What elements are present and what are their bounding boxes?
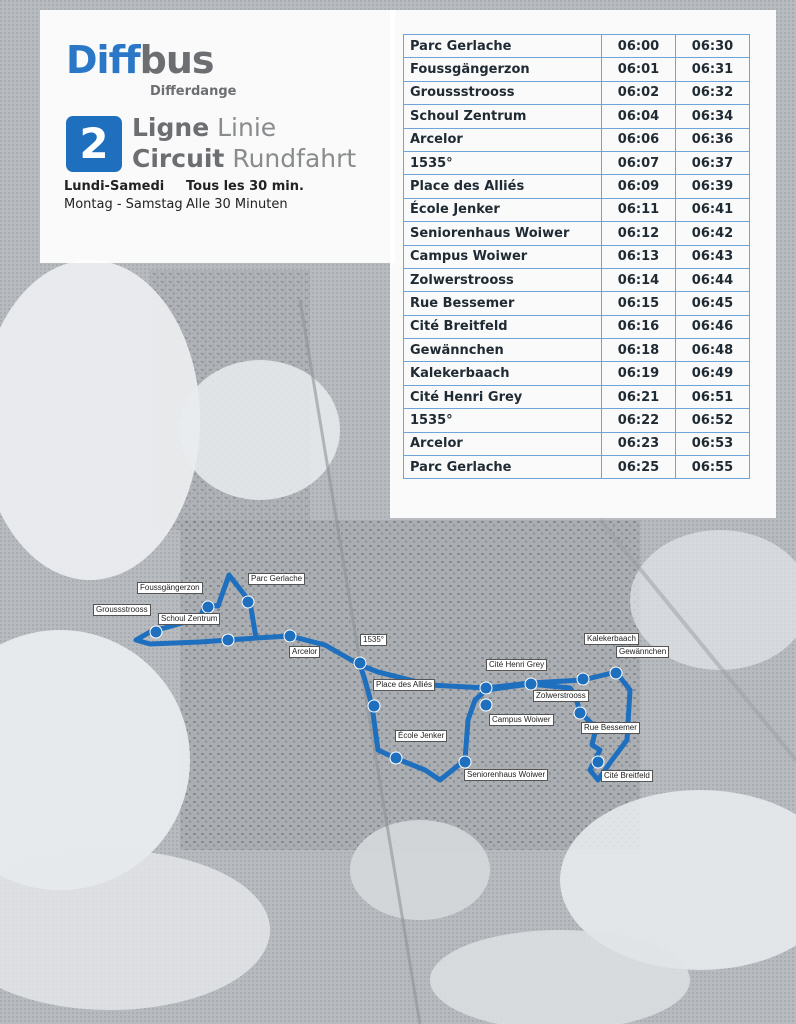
timetable-row bbox=[404, 222, 750, 245]
timetable-departure-2: 06:32 bbox=[676, 81, 750, 104]
line-label-de: Linie bbox=[217, 113, 277, 142]
timetable-stop-name: Campus Woiwer bbox=[404, 245, 602, 268]
stop-marker-breitfeld[interactable] bbox=[592, 756, 604, 768]
map-label-bessemer: Rue Bessemer bbox=[581, 722, 640, 734]
logo-subtitle: Differdange bbox=[150, 84, 237, 99]
timetable-stop-name: Seniorenhaus Woiwer bbox=[404, 222, 602, 245]
line-label-fr: Ligne bbox=[132, 113, 210, 142]
timetable-departure-1: 06:06 bbox=[602, 128, 676, 151]
stop-marker-parc-gerlache[interactable] bbox=[242, 596, 254, 608]
map-label-arcelor: Arcelor bbox=[289, 646, 320, 658]
timetable-departure-2: 06:37 bbox=[676, 151, 750, 174]
timetable-row bbox=[404, 292, 750, 315]
stop-marker-schoul-zentrum[interactable] bbox=[222, 634, 234, 646]
header-panel bbox=[40, 10, 395, 263]
map-label-schoul-zentrum: Schoul Zentrum bbox=[158, 613, 220, 625]
stop-marker-arcelor[interactable] bbox=[284, 630, 296, 642]
stop-marker-groussstrooss[interactable] bbox=[150, 626, 162, 638]
timetable-stop-name: Groussstrooss bbox=[404, 81, 602, 104]
timetable-stop-name: Parc Gerlache bbox=[404, 35, 602, 58]
timetable-departure-2: 06:44 bbox=[676, 268, 750, 291]
timetable-departure-2: 06:53 bbox=[676, 432, 750, 455]
timetable-departure-2: 06:34 bbox=[676, 105, 750, 128]
map-label-campus: Campus Woiwer bbox=[489, 714, 554, 726]
timetable-departure-1: 06:16 bbox=[602, 315, 676, 338]
stop-marker-1535[interactable] bbox=[354, 657, 366, 669]
timetable-departure-1: 06:11 bbox=[602, 198, 676, 221]
stop-marker-ecole-jenker[interactable] bbox=[390, 752, 402, 764]
timetable-departure-1: 06:14 bbox=[602, 268, 676, 291]
timetable-stop-name: Place des Alliés bbox=[404, 175, 602, 198]
timetable-row bbox=[404, 198, 750, 221]
timetable-departure-2: 06:49 bbox=[676, 362, 750, 385]
timetable-row bbox=[404, 362, 750, 385]
timetable-departure-1: 06:15 bbox=[602, 292, 676, 315]
timetable-stop-name: Foussgängerzon bbox=[404, 58, 602, 81]
line-title bbox=[132, 112, 356, 174]
stop-marker-seniorenhaus[interactable] bbox=[459, 756, 471, 768]
stop-marker-zolwer[interactable] bbox=[525, 678, 537, 690]
timetable-departure-1: 06:13 bbox=[602, 245, 676, 268]
stop-marker-kalekerbaach[interactable] bbox=[577, 673, 589, 685]
timetable-stop-name: Arcelor bbox=[404, 432, 602, 455]
line-type-de: Rundfahrt bbox=[232, 144, 357, 173]
timetable-stop-name: 1535° bbox=[404, 409, 602, 432]
timetable-row bbox=[404, 105, 750, 128]
stop-marker-campus[interactable] bbox=[480, 699, 492, 711]
timetable-departure-1: 06:01 bbox=[602, 58, 676, 81]
timetable-row bbox=[404, 35, 750, 58]
timetable-stop-name: École Jenker bbox=[404, 198, 602, 221]
timetable-row bbox=[404, 175, 750, 198]
timetable-row bbox=[404, 128, 750, 151]
logo-wordmark bbox=[66, 38, 214, 82]
timetable-stop-name: Rue Bessemer bbox=[404, 292, 602, 315]
map-label-ecole-jenker: École Jenker bbox=[395, 730, 447, 742]
timetable-row bbox=[404, 315, 750, 338]
service-frequency-fr: Tous les 30 min. bbox=[186, 179, 304, 194]
timetable-departure-2: 06:48 bbox=[676, 339, 750, 362]
map-label-henri-grey: Cité Henri Grey bbox=[486, 659, 547, 671]
timetable-stop-name: Zolwerstrooss bbox=[404, 268, 602, 291]
timetable-departure-1: 06:02 bbox=[602, 81, 676, 104]
timetable-departure-1: 06:09 bbox=[602, 175, 676, 198]
timetable-departure-2: 06:31 bbox=[676, 58, 750, 81]
map-label-place-allies: Place des Alliés bbox=[373, 679, 435, 691]
timetable-departure-1: 06:18 bbox=[602, 339, 676, 362]
map-label-groussstrooss: Groussstrooss bbox=[93, 604, 151, 616]
timetable-stop-name: Arcelor bbox=[404, 128, 602, 151]
timetable-departure-1: 06:04 bbox=[602, 105, 676, 128]
timetable-stop-name: Cité Henri Grey bbox=[404, 385, 602, 408]
timetable-stop-name: Gewännchen bbox=[404, 339, 602, 362]
timetable-stop-name: 1535° bbox=[404, 151, 602, 174]
service-frequency bbox=[186, 178, 304, 214]
map-label-1535: 1535° bbox=[360, 634, 387, 646]
map-label-seniorenhaus: Seniorenhaus Woiwer bbox=[464, 769, 548, 781]
timetable-stop-name: Kalekerbaach bbox=[404, 362, 602, 385]
map-label-zolwer: Zolwerstrooss bbox=[533, 690, 589, 702]
timetable-stop-name: Parc Gerlache bbox=[404, 456, 602, 479]
map-label-parc-gerlache: Parc Gerlache bbox=[248, 573, 305, 585]
timetable-row bbox=[404, 432, 750, 455]
map-label-breitfeld: Cité Breitfeld bbox=[601, 770, 653, 782]
timetable-row bbox=[404, 245, 750, 268]
timetable-departure-1: 06:23 bbox=[602, 432, 676, 455]
timetable-departure-2: 06:55 bbox=[676, 456, 750, 479]
timetable-departure-2: 06:51 bbox=[676, 385, 750, 408]
logo-diff: Diff bbox=[66, 38, 140, 82]
timetable-departure-1: 06:21 bbox=[602, 385, 676, 408]
stop-marker-gewannchen[interactable] bbox=[610, 667, 622, 679]
timetable-departure-2: 06:45 bbox=[676, 292, 750, 315]
diffbus-logo bbox=[66, 38, 266, 104]
timetable-row bbox=[404, 409, 750, 432]
timetable-departure-1: 06:07 bbox=[602, 151, 676, 174]
service-days bbox=[64, 178, 183, 214]
timetable-stop-name: Cité Breitfeld bbox=[404, 315, 602, 338]
timetable-row bbox=[404, 456, 750, 479]
timetable-departure-1: 06:12 bbox=[602, 222, 676, 245]
logo-bus: bus bbox=[139, 38, 214, 82]
line-type-fr: Circuit bbox=[132, 144, 225, 173]
stop-marker-foussgangerzon[interactable] bbox=[202, 601, 214, 613]
map-label-gewannchen: Gewännchen bbox=[616, 646, 669, 658]
timetable-departure-2: 06:46 bbox=[676, 315, 750, 338]
timetable-row bbox=[404, 58, 750, 81]
timetable-row bbox=[404, 151, 750, 174]
timetable-row bbox=[404, 385, 750, 408]
timetable-stop-name: Schoul Zentrum bbox=[404, 105, 602, 128]
service-days-fr: Lundi-Samedi bbox=[64, 179, 165, 194]
timetable-departure-2: 06:41 bbox=[676, 198, 750, 221]
stop-marker-bessemer[interactable] bbox=[574, 707, 586, 719]
timetable-departure-2: 06:30 bbox=[676, 35, 750, 58]
stop-marker-place-allies[interactable] bbox=[368, 700, 380, 712]
service-days-de: Montag - Samstag bbox=[64, 197, 183, 212]
timetable-departure-1: 06:19 bbox=[602, 362, 676, 385]
service-frequency-de: Alle 30 Minuten bbox=[186, 197, 288, 212]
timetable-row bbox=[404, 81, 750, 104]
timetable-departure-1: 06:00 bbox=[602, 35, 676, 58]
timetable-departure-2: 06:42 bbox=[676, 222, 750, 245]
map-label-foussgangerzon: Foussgängerzon bbox=[137, 582, 203, 594]
timetable-row bbox=[404, 339, 750, 362]
stop-marker-henri-grey[interactable] bbox=[480, 682, 492, 694]
timetable-departure-2: 06:43 bbox=[676, 245, 750, 268]
line-number-badge: 2 bbox=[66, 116, 122, 172]
timetable-row bbox=[404, 268, 750, 291]
timetable-departure-2: 06:36 bbox=[676, 128, 750, 151]
timetable-panel bbox=[390, 10, 776, 518]
timetable bbox=[403, 34, 750, 479]
timetable-departure-1: 06:22 bbox=[602, 409, 676, 432]
timetable-departure-2: 06:52 bbox=[676, 409, 750, 432]
timetable-departure-2: 06:39 bbox=[676, 175, 750, 198]
map-label-kalekerbaach: Kalekerbaach bbox=[584, 633, 639, 645]
timetable-departure-1: 06:25 bbox=[602, 456, 676, 479]
